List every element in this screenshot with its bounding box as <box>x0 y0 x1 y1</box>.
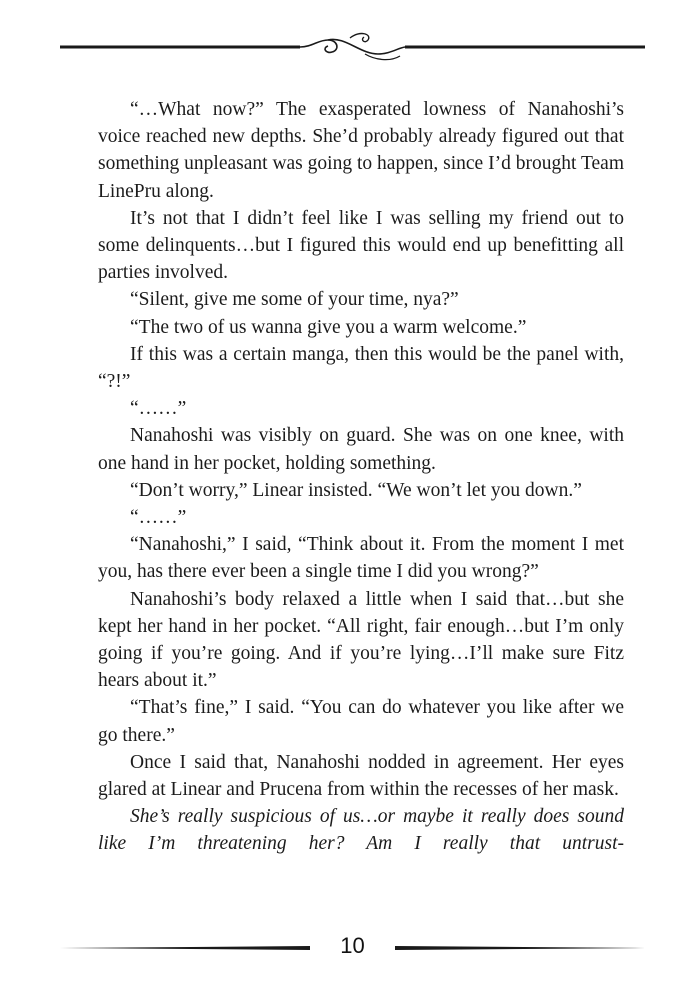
footer-rule-right <box>395 946 645 950</box>
page-footer <box>60 928 645 964</box>
paragraph: Nanahoshi’s body relaxed a little when I said that…but she kept her hand in her pocket. “All right, fair enough…but I’m only going if you’re going. And if you’re lying…I’ll make sure Fitz hears about it.” <box>98 588 624 692</box>
paragraph-italic: She’s really suspicious of us…or maybe it really does sound like I’m threatening her? Am I really that untrust- <box>98 806 624 855</box>
paragraph: If this was a certain manga, then this would be the panel with, “?!” <box>98 343 624 393</box>
paragraph: “The two of us wanna give you a warm welcome.” <box>130 316 527 338</box>
paragraph: “Don’t worry,” Linear insisted. “We won’t let you down.” <box>130 479 582 501</box>
paragraph: “……” <box>130 398 187 420</box>
paragraph: “Nanahoshi,” I said, “Think about it. From the moment I met you, has there ever been a single time I did you wrong?” <box>98 534 624 583</box>
paragraph: “Silent, give me some of your time, nya?” <box>130 289 459 311</box>
paragraph: “……” <box>130 507 187 529</box>
paragraph: Nanahoshi was visibly on guard. She was on one knee, with one hand in her pocket, holding something. <box>98 425 624 474</box>
header-ornament <box>60 24 645 74</box>
paragraph: “…What now?” The exasperated lowness of Nanahoshi’s voice reached new depths. She’d probably already figured out that something unpleasant was going to happen, since I’d brought Team LinePru along. <box>98 99 624 202</box>
paragraph: It’s not that I didn’t feel like I was selling my friend out to some delinquents…but I figured this would end up benefitting all parties involved. <box>98 207 624 284</box>
footer-rule-left <box>60 946 310 950</box>
paragraph: Once I said that, Nanahoshi nodded in agreement. Her eyes glared at Linear and Prucena from within the recesses of her mask. <box>98 751 624 801</box>
paragraph: “That’s fine,” I said. “You can do whatever you like after we go there.” <box>98 697 624 746</box>
page-number: 10 <box>340 933 365 958</box>
body-text <box>98 96 624 858</box>
